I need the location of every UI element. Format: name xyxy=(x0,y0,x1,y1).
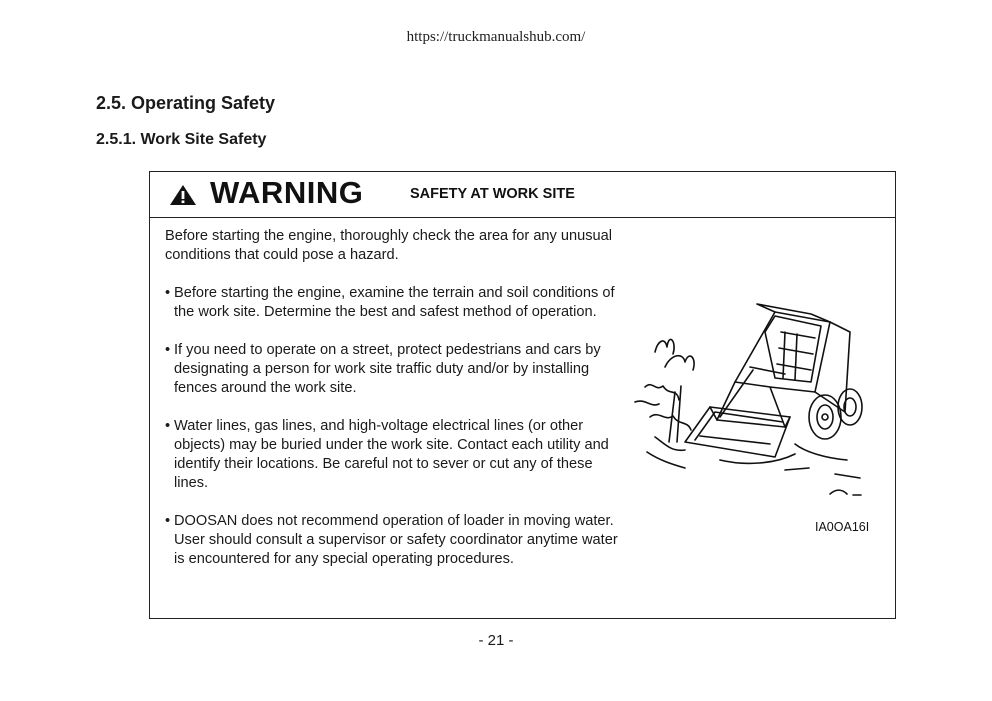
bullet-dot: • xyxy=(165,285,171,301)
warning-triangle-icon xyxy=(169,184,197,206)
bullet-dot: • xyxy=(165,513,171,529)
source-url: https://truckmanualshub.com/ xyxy=(406,29,586,45)
page-number: - 21 - xyxy=(478,632,514,649)
bullet-text: Water lines, gas lines, and high-voltage electrical lines (or other objects) may be buried under the work site. Contact each utility and identify their locations. Be careful not to sever or cut any of these lines. xyxy=(174,418,609,491)
subsection-title: 2.5.1. Work Site Safety xyxy=(96,131,267,148)
figure-code: IA0OA16I xyxy=(815,520,870,534)
warning-body xyxy=(165,227,630,588)
warning-box xyxy=(149,171,896,619)
warning-header xyxy=(150,172,895,218)
warning-bullet xyxy=(165,417,630,493)
warning-bullet xyxy=(165,284,630,322)
bullet-text: Before starting the engine, examine the terrain and soil conditions of the work site. Determine the best and safest method of operation. xyxy=(174,285,615,320)
bullet-text: DOOSAN does not recommend operation of loader in moving water. User should consult a supervisor or safety coordinator anytime water is encountered for any special operating procedures. xyxy=(174,513,618,567)
bullet-text: If you need to operate on a street, protect pedestrians and cars by designating a person for work site traffic duty and/or by installing fences around the work site. xyxy=(174,342,601,396)
warning-bullet xyxy=(165,512,630,569)
warning-bullet xyxy=(165,341,630,398)
bullet-dot: • xyxy=(165,418,171,434)
warning-intro: Before starting the engine, thoroughly check the area for any unusual conditions that could pose a hazard. xyxy=(165,228,613,263)
warning-title: SAFETY AT WORK SITE xyxy=(410,186,575,202)
skid-steer-loader-illustration xyxy=(625,292,875,517)
bullet-dot: • xyxy=(165,342,171,358)
warning-label: WARNING xyxy=(210,175,364,210)
section-title: 2.5. Operating Safety xyxy=(96,93,276,113)
